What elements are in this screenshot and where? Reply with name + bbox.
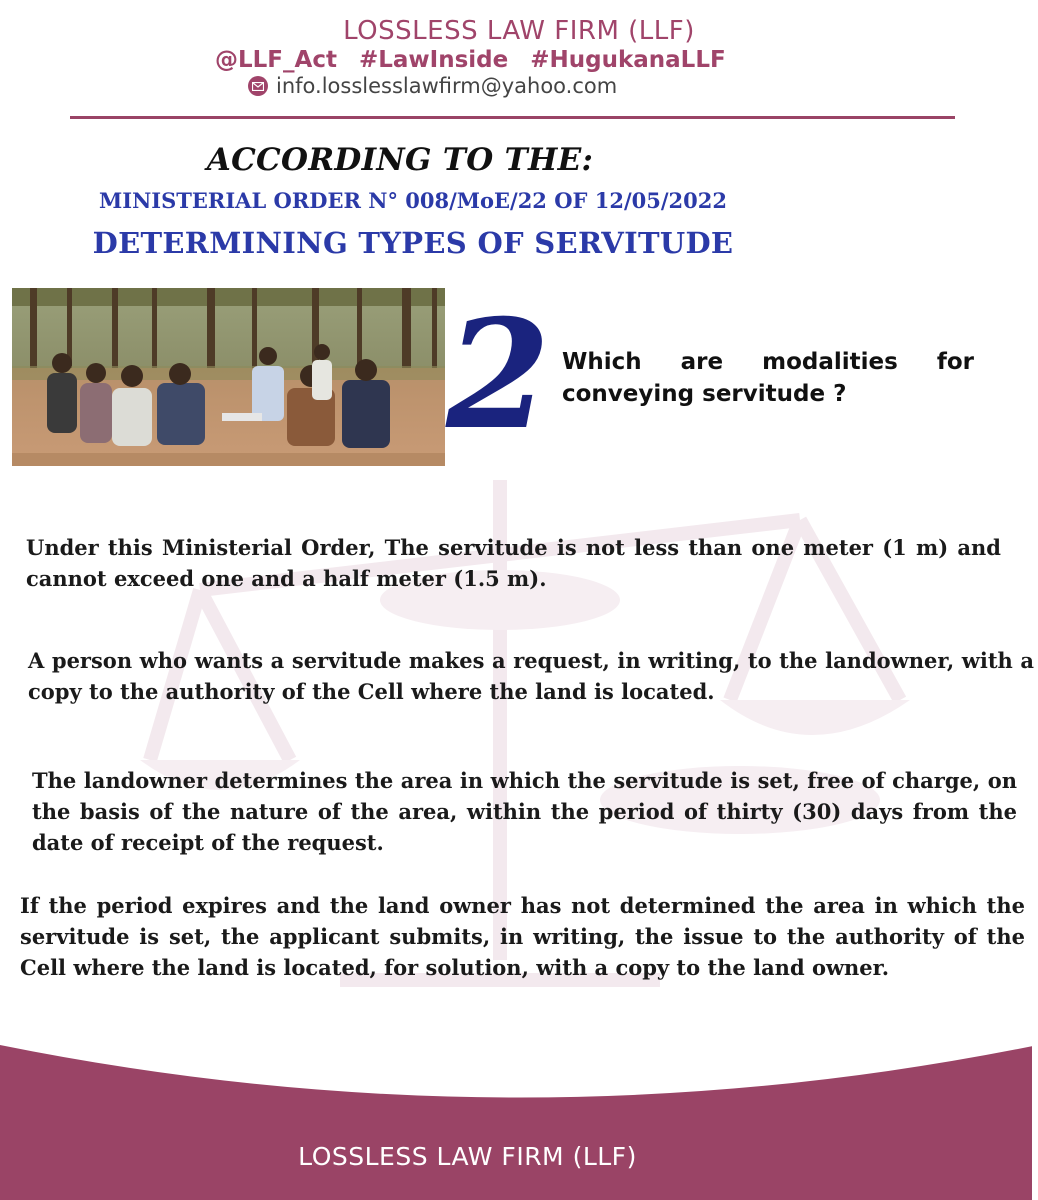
hashtag-hugukanallf: #HugukanaLLF [530,47,726,73]
paragraph-period-expires: If the period expires and the land owner has not determined the area in which the servitude is set, the applicant submits, in writing, the issue to the authority of the Cell where the land is located, for solution, with a copy to the land owner. [20,893,1025,980]
question-text: Which are modalities for conveying servitude ? [562,349,974,407]
email-address: info.losslesslawfirm@yahoo.com [276,74,618,98]
twitter-handle: @LLF_Act [215,47,337,73]
ministerial-order-title: MINISTERIAL ORDER N° 008/MoE/22 OF 12/05/2022 [99,188,727,213]
paragraph-request-in-writing: A person who wants a servitude makes a request, in writing, to the landowner, with a copy to the authority of the Cell where the land is located. [28,648,1034,704]
hashtag-lawinside: #LawInside [358,47,509,73]
meeting-photo [12,288,445,466]
question-number: 2 [446,287,551,463]
paragraph-landowner-determines: The landowner determines the area in which the servitude is set, free of charge, on the basis of the nature of the area, within the period of thirty (30) days from the date of receipt of the request. [32,768,1017,855]
according-heading: ACCORDING TO THE: [206,142,594,178]
footer-band [0,1030,1038,1200]
header-email-line [248,74,617,98]
header-firm-name: LOSSLESS LAW FIRM (LLF) [343,16,695,46]
paragraph-servitude-width: Under this Ministerial Order, The servitude is not less than one meter (1 m) and cannot exceed one and a half meter (1.5 m). [26,535,1001,591]
envelope-icon [248,76,268,96]
footer-firm-name: LOSSLESS LAW FIRM (LLF) [298,1142,637,1171]
header-social-line [215,47,748,73]
subject-title: DETERMINING TYPES OF SERVITUDE [92,226,734,260]
header-divider [70,116,955,119]
